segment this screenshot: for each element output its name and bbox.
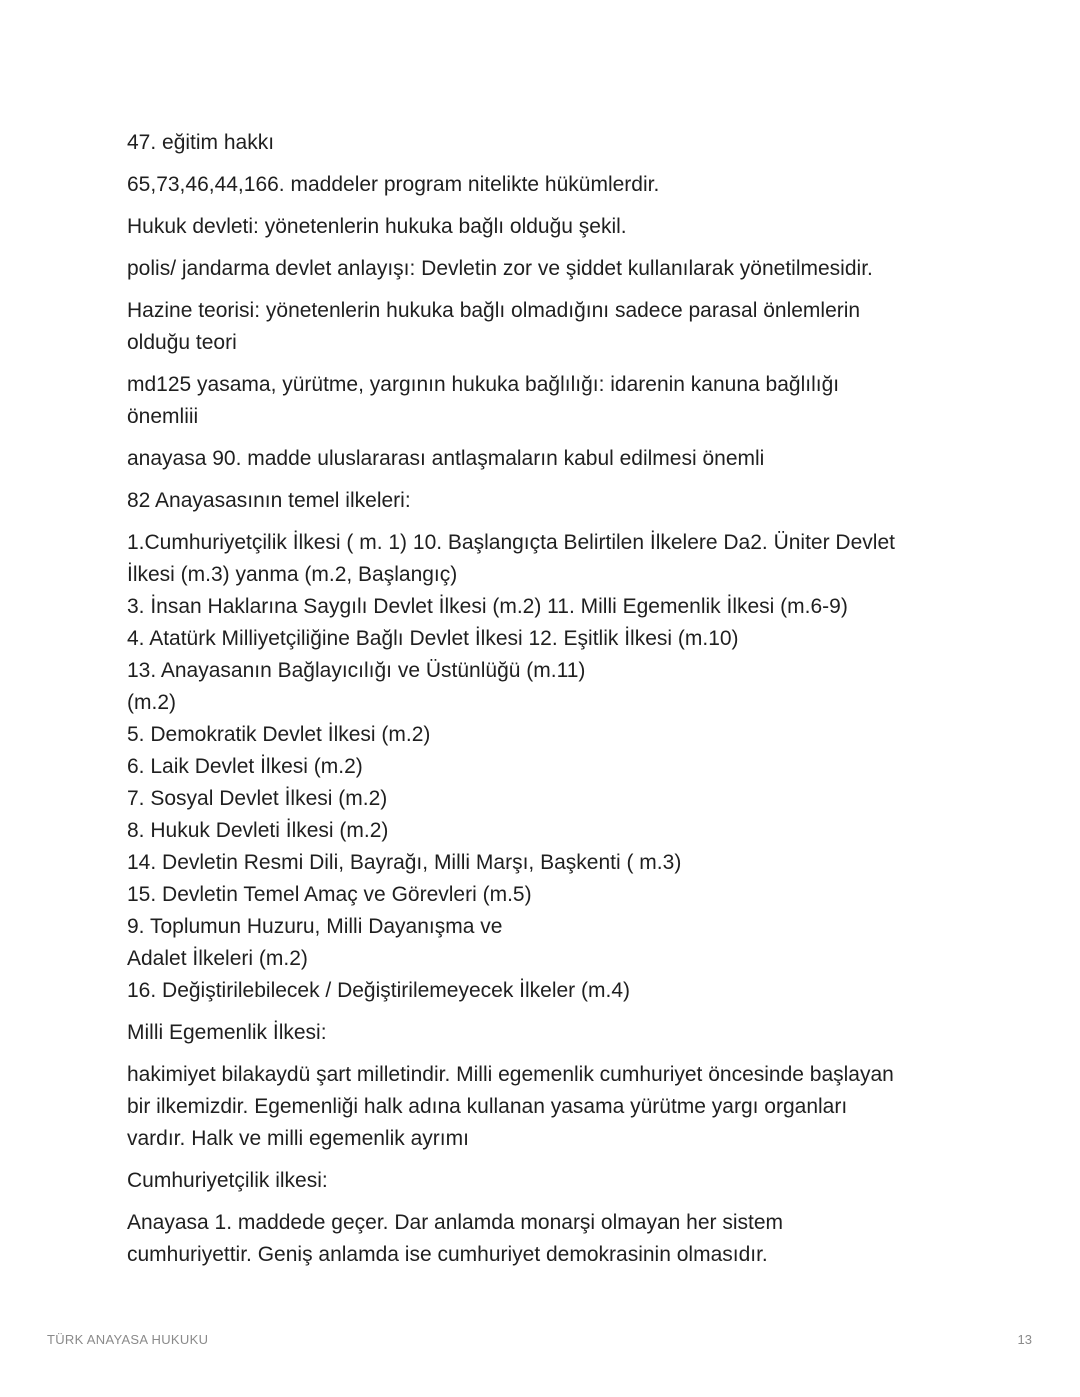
footer-title: TÜRK ANAYASA HUKUKU bbox=[47, 1332, 209, 1347]
text-line: 9. Toplumun Huzuru, Milli Dayanışma ve bbox=[127, 915, 503, 938]
text-line: 47. eğitim hakkı bbox=[127, 131, 275, 154]
text-line: Cumhuriyetçilik ilkesi: bbox=[127, 1169, 328, 1192]
paragraph bbox=[127, 1059, 967, 1155]
text-line: (m.2) bbox=[127, 691, 176, 714]
document-body bbox=[127, 127, 967, 1281]
paragraph bbox=[127, 253, 967, 285]
text-line: 7. Sosyal Devlet İlkesi (m.2) bbox=[127, 787, 388, 810]
paragraph bbox=[127, 169, 967, 201]
text-line: 82 Anayasasının temel ilkeleri: bbox=[127, 489, 411, 512]
paragraph bbox=[127, 527, 967, 1007]
paragraph bbox=[127, 1017, 967, 1049]
text-line: 15. Devletin Temel Amaç ve Görevleri (m.5) bbox=[127, 883, 532, 906]
text-line: polis/ jandarma devlet anlayışı: Devletin zor ve şiddet kullanılarak yönetilmesidir. bbox=[127, 257, 873, 280]
text-line: anayasa 90. madde uluslararası antlaşmaların kabul edilmesi önemli bbox=[127, 447, 765, 470]
paragraph bbox=[127, 369, 967, 433]
text-line: 5. Demokratik Devlet İlkesi (m.2) bbox=[127, 723, 431, 746]
text-line: Hazine teorisi: yönetenlerin hukuka bağlı olmadığını sadece parasal önlemlerin bbox=[127, 299, 861, 322]
text-line: 6. Laik Devlet İlkesi (m.2) bbox=[127, 755, 363, 778]
text-line: 16. Değiştirilebilecek / Değiştirilemeyecek İlkeler (m.4) bbox=[127, 979, 630, 1002]
text-line: İlkesi (m.3) yanma (m.2, Başlangıç) bbox=[127, 563, 458, 586]
text-line: 1.Cumhuriyetçilik İlkesi ( m. 1) 10. Başlangıçta Belirtilen İlkelere Da2. Üniter Devlet bbox=[127, 531, 895, 554]
text-line: Adalet İlkeleri (m.2) bbox=[127, 947, 308, 970]
text-line: vardır. Halk ve milli egemenlik ayrımı bbox=[127, 1127, 469, 1150]
text-line: bir ilkemizdir. Egemenliği halk adına kullanan yasama yürütme yargı organları bbox=[127, 1095, 848, 1118]
text-line: hakimiyet bilakaydü şart milletindir. Milli egemenlik cumhuriyet öncesinde başlayan bbox=[127, 1063, 894, 1086]
text-line: md125 yasama, yürütme, yargının hukuka bağlılığı: idarenin kanuna bağlılığı bbox=[127, 373, 840, 396]
paragraph bbox=[127, 443, 967, 475]
text-line: 14. Devletin Resmi Dili, Bayrağı, Milli Marşı, Başkenti ( m.3) bbox=[127, 851, 682, 874]
text-line: Milli Egemenlik İlkesi: bbox=[127, 1021, 327, 1044]
paragraph bbox=[127, 1207, 967, 1271]
text-line: 13. Anayasanın Bağlayıcılığı ve Üstünlüğü (m.11) bbox=[127, 659, 586, 682]
text-line: olduğu teori bbox=[127, 331, 237, 354]
page-number: 13 bbox=[1017, 1332, 1032, 1347]
paragraph bbox=[127, 1165, 967, 1197]
text-line: önemliii bbox=[127, 405, 199, 428]
text-line: 65,73,46,44,166. maddeler program nitelikte hükümlerdir. bbox=[127, 173, 660, 196]
text-line: 8. Hukuk Devleti İlkesi (m.2) bbox=[127, 819, 389, 842]
paragraph bbox=[127, 211, 967, 243]
text-line: 3. İnsan Haklarına Saygılı Devlet İlkesi (m.2) 11. Milli Egemenlik İlkesi (m.6-9) bbox=[127, 595, 848, 618]
paragraph bbox=[127, 485, 967, 517]
paragraph bbox=[127, 127, 967, 159]
paragraph bbox=[127, 295, 967, 359]
text-line: Anayasa 1. maddede geçer. Dar anlamda monarşi olmayan her sistem bbox=[127, 1211, 784, 1234]
text-line: cumhuriyettir. Geniş anlamda ise cumhuriyet demokrasinin olmasıdır. bbox=[127, 1243, 768, 1266]
text-line: 4. Atatürk Milliyetçiliğine Bağlı Devlet İlkesi 12. Eşitlik İlkesi (m.10) bbox=[127, 627, 739, 650]
text-line: Hukuk devleti: yönetenlerin hukuka bağlı olduğu şekil. bbox=[127, 215, 627, 238]
